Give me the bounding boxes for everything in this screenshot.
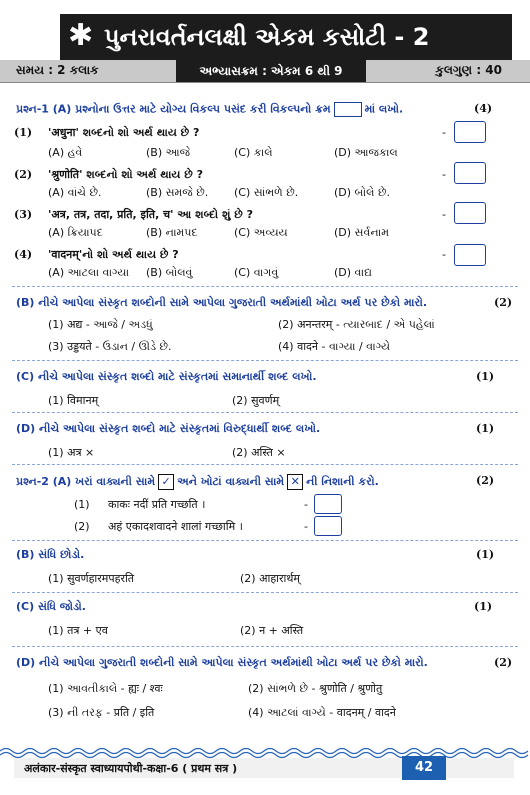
q2d-item-4: (4) આટલાં વાગ્યે - वादनम् / वादने bbox=[248, 706, 396, 719]
q2-item-2-num: (2) bbox=[74, 520, 90, 533]
footer-text: अलंकार-संस्कृत स्वाध्यायपोथी-कक्षा-6 ( प्रथम सत्र ) bbox=[24, 762, 238, 775]
q2b-item-2: (2) आहारार्थम् bbox=[240, 572, 300, 585]
q1-4-num: (4) bbox=[14, 248, 33, 261]
q2b-item-1: (1) सुवर्णहारमपहरति bbox=[48, 572, 135, 585]
q1-3-opt-d: (D) સર્વનામ bbox=[334, 226, 389, 239]
title-banner bbox=[60, 14, 512, 60]
q1b-marks: (2) bbox=[494, 296, 513, 309]
answer-box-1[interactable] bbox=[454, 121, 486, 143]
q2-heading-a: પ્રશ્ન-2 (A) ખરાં વાક્યની સામે bbox=[16, 475, 156, 488]
info-bar bbox=[0, 60, 530, 83]
q1c-marks: (1) bbox=[476, 370, 495, 383]
answer-box-2[interactable] bbox=[454, 162, 486, 184]
q2-heading bbox=[16, 474, 379, 490]
q2c-heading: (C) સંધિ જોડો. bbox=[16, 600, 86, 613]
q1-2-opt-c: (C) સાંભળે છે. bbox=[234, 186, 299, 199]
q1-heading bbox=[16, 102, 403, 117]
dash: - bbox=[442, 248, 446, 261]
q1b-item-2: (2) अनन्तरम् - ત્યારબાદ / એ પહેલાં bbox=[278, 318, 435, 331]
q2b-marks: (1) bbox=[476, 548, 495, 561]
q1-3-num: (3) bbox=[14, 208, 33, 221]
q1-3-opt-b: (B) નામપદ bbox=[146, 226, 198, 239]
q1-marks: (4) bbox=[474, 102, 493, 115]
q1b-item-1: (1) अद्य - આજે / અડધું bbox=[48, 318, 153, 331]
q1-2-opt-d: (D) બોલે છે. bbox=[334, 186, 390, 199]
time-label: સમય : 2 કલાક bbox=[16, 63, 99, 77]
q1-3-opt-a: (A) ક્રિયાપદ bbox=[48, 226, 103, 239]
divider bbox=[12, 360, 518, 361]
dash: - bbox=[442, 168, 446, 181]
divider bbox=[12, 646, 518, 647]
dash: - bbox=[304, 520, 308, 533]
footer-bar bbox=[14, 758, 514, 778]
page-number: 42 bbox=[402, 756, 446, 780]
q1d-marks: (1) bbox=[476, 422, 495, 435]
q1-1-num: (1) bbox=[14, 126, 33, 139]
q1-heading-tail: માં લખો. bbox=[364, 102, 404, 116]
answer-box-inline bbox=[334, 102, 362, 117]
q1-4-opt-b: (B) બોલવું bbox=[146, 266, 193, 279]
divider bbox=[12, 412, 518, 413]
q1c-item-2: (2) सुवर्णम् bbox=[232, 394, 280, 407]
q2-item-1: काकः नदीं प्रति गच्छति । bbox=[108, 498, 206, 511]
divider bbox=[12, 540, 518, 541]
divider bbox=[12, 592, 518, 593]
q1-3-opt-c: (C) અવ્યય bbox=[234, 226, 288, 239]
q2d-item-2: (2) સાંભળે છે - श्रुणोति / श्रुणोतु bbox=[248, 682, 383, 695]
tick-box-1[interactable] bbox=[314, 494, 342, 514]
q1d-item-1: (1) अत्र × bbox=[48, 446, 95, 459]
q2-marks: (2) bbox=[476, 474, 495, 487]
q2-heading-c: ની નિશાની કરો. bbox=[306, 475, 379, 488]
q1-4-opt-c: (C) વાગવું bbox=[234, 266, 279, 279]
q1b-heading: (B) નીચે આપેલા સંસ્કૃત શબ્દોની સામે આપેલા ગુજરાતી અર્થમાંથી ખોટા અર્થ પર છેકો મારો. bbox=[16, 296, 428, 309]
q2d-item-1: (1) આવતીકાલે - ह्यः / श्वः bbox=[48, 682, 163, 695]
answer-box-4[interactable] bbox=[454, 244, 486, 266]
q2-item-2: अहं एकादशवादने शालां गच्छामि । bbox=[108, 520, 243, 533]
q2d-heading: (D) નીચે આપેલા ગુજરાતી શબ્દોની સામે આપેલા સંસ્કૃત અર્થમાંથી ખોટા અર્થ પર છેકો મારો. bbox=[16, 656, 428, 669]
answer-box-3[interactable] bbox=[454, 202, 486, 224]
star-icon: ✱ bbox=[68, 18, 94, 53]
cross-icon: ✕ bbox=[287, 474, 303, 490]
q1-1-opt-d: (D) આજકાલ bbox=[334, 146, 398, 159]
syllabus-label: અભ્યાસક્રમ : એકમ 6 થી 9 bbox=[176, 60, 366, 82]
total-marks-label: કુલગુણ : 40 bbox=[435, 63, 502, 77]
q2c-item-2: (2) न + अस्ति bbox=[240, 624, 304, 637]
page-title: પુનરાવર્તનલક્ષી એકમ કસોટી - 2 bbox=[104, 23, 430, 51]
q1c-heading: (C) નીચે આપેલા સંસ્કૃત શબ્દો માટે સંસ્કૃતમાં સમાનાર્થી શબ્દ લખો. bbox=[16, 370, 317, 383]
q1-2-opt-b: (B) સમજે છે. bbox=[146, 186, 209, 199]
q2d-item-3: (3) ની તરફ - प्रति / इति bbox=[48, 706, 155, 719]
q2b-heading: (B) સંધિ છોડો. bbox=[16, 548, 85, 561]
q2c-marks: (1) bbox=[474, 600, 493, 613]
q1b-item-4: (4) वादने - વાગ્યા / વાગ્યે bbox=[278, 340, 390, 353]
dash: - bbox=[442, 208, 446, 221]
q1-3-question: 'अत्र, तत्र, तदा, प्रति, इति, च' આ શબ્દો શું છે ? bbox=[48, 208, 253, 221]
q2d-marks: (2) bbox=[494, 656, 513, 669]
q1-2-question: 'श्रुणोति' શબ્દનો શો અર્થ થાય છે ? bbox=[48, 168, 203, 181]
dash: - bbox=[304, 498, 308, 511]
q1c-item-1: (1) विमानम् bbox=[48, 394, 99, 407]
divider bbox=[12, 464, 518, 465]
q1-heading-text: પ્રશ્ન-1 (A) પ્રશ્નોના ઉત્તર માટે યોગ્ય વિકલ્પ પસંદ કરી વિકલ્પનો ક્રમ bbox=[16, 102, 331, 116]
q2c-item-1: (1) तत्र + एव bbox=[48, 624, 108, 637]
q1-1-opt-c: (C) કાલે bbox=[234, 146, 273, 159]
q2-item-1-num: (1) bbox=[74, 498, 90, 511]
q1-4-opt-d: (D) વાદ્ય bbox=[334, 266, 372, 279]
tick-box-2[interactable] bbox=[314, 516, 342, 536]
q1b-item-3: (3) उड्डयते - ઉડાન / ઊડે છે. bbox=[48, 340, 172, 353]
q1-4-question: 'वादनम्'નો શો અર્થ થાય છે ? bbox=[48, 248, 179, 261]
q1-2-opt-a: (A) વાંચે છે. bbox=[48, 186, 102, 199]
q1-4-opt-a: (A) આટલા વાગ્યા bbox=[48, 266, 130, 279]
dash: - bbox=[442, 126, 446, 139]
q1d-item-2: (2) अस्ति × bbox=[232, 446, 286, 459]
q2-heading-b: અને ખોટાં વાક્યની સામે bbox=[177, 475, 285, 488]
divider bbox=[12, 286, 518, 287]
q1-1-opt-b: (B) આજે bbox=[146, 146, 191, 159]
q1-1-question: 'अधुना' શબ્દનો શો અર્થ થાય છે ? bbox=[48, 126, 200, 139]
tick-icon: ✓ bbox=[158, 474, 174, 490]
q1d-heading: (D) નીચે આપેલા સંસ્કૃત શબ્દો માટે સંસ્કૃતમાં વિરુદ્ધાર્થી શબ્દ લખો. bbox=[16, 422, 321, 435]
q1-1-opt-a: (A) હવે bbox=[48, 146, 83, 159]
q1-2-num: (2) bbox=[14, 168, 33, 181]
